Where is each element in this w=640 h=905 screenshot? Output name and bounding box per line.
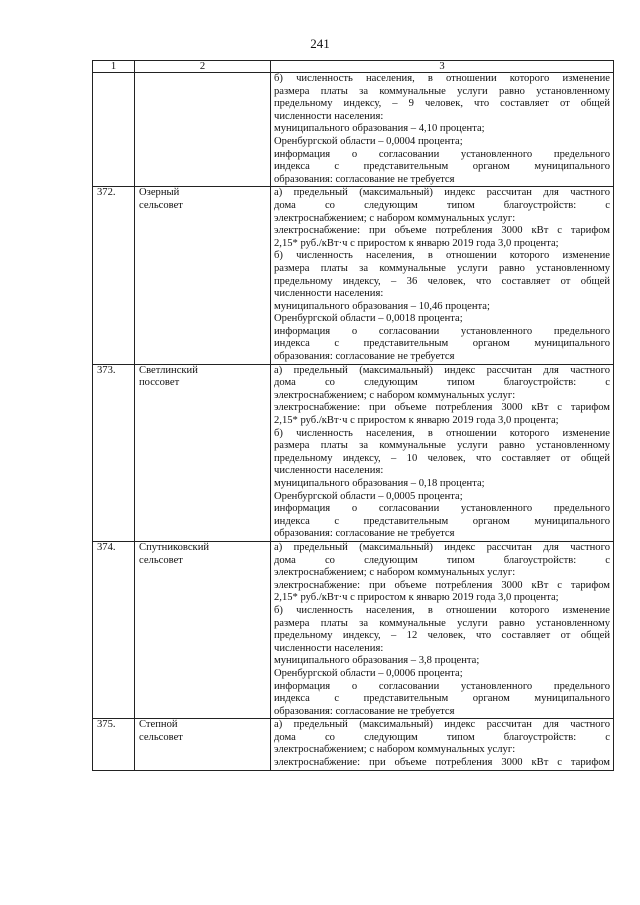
page-number: 241 — [310, 36, 330, 51]
municipality-name — [135, 364, 271, 541]
description-line: а) предельный (максимальный) индекс рассчитан для частного — [274, 364, 610, 376]
description-line: а) предельный (максимальный) индекс рассчитан для частного — [274, 187, 610, 199]
description-line: информация о согласовании установленного предельного — [274, 503, 610, 515]
row-number: 375. — [93, 719, 135, 770]
municipality-name-line: сельсовет — [139, 554, 183, 566]
description-line: муниципального образования – 3,8 процента; — [274, 655, 480, 667]
municipality-name — [135, 73, 271, 187]
description-line: численности населения: — [274, 110, 384, 122]
table-row — [93, 187, 614, 364]
description-line: муниципального образования – 0,18 процента; — [274, 478, 485, 489]
table-row — [93, 364, 614, 541]
description-line: дома со следующим типом благоустройств: с — [274, 731, 610, 743]
header-col-1: 1 — [93, 61, 135, 73]
description-line: индекса с представительным органом муниципального — [274, 515, 610, 527]
description-line: а) предельный (максимальный) индекс рассчитан для частного — [274, 541, 610, 553]
description-line: размера платы за коммунальные услуги равно установленному — [274, 85, 610, 97]
row-number: 372. — [93, 187, 135, 364]
description-line: б) численность населения, в отношении которого изменение — [274, 73, 610, 84]
municipality-name — [135, 187, 271, 364]
description-line: электроснабжением; с набором коммунальных услуг: — [274, 744, 516, 756]
index-description — [271, 73, 614, 187]
table-row — [93, 541, 614, 718]
municipality-name-line: сельсовет — [139, 199, 183, 211]
description-line: образования: согласование не требуется — [274, 351, 455, 363]
description-line: дома со следующим типом благоустройств: с — [274, 554, 610, 566]
description-line: дома со следующим типом благоустройств: с — [274, 199, 610, 211]
description-line: размера платы за коммунальные услуги равно установленному — [274, 440, 610, 452]
description-line: информация о согласовании установленного предельного — [274, 148, 610, 160]
header-col-3: 3 — [271, 61, 614, 73]
description-line: электроснабжение: при объеме потребления 3000 кВт с тарифом — [274, 402, 610, 414]
description-line: размера платы за коммунальные услуги равно установленному — [274, 262, 610, 274]
row-number: 374. — [93, 541, 135, 718]
description-line: образования: согласование не требуется — [274, 173, 455, 185]
description-line: а) предельный (максимальный) индекс рассчитан для частного — [274, 719, 610, 731]
municipality-name-line: поссовет — [139, 377, 180, 389]
description-line: муниципального образования – 4,10 процента; — [274, 123, 485, 135]
row-number — [93, 73, 135, 187]
description-line: индекса с представительным органом муниципального — [274, 338, 610, 350]
description-line: индекса с представительным органом муниципального — [274, 161, 610, 173]
description-line: 2,15* руб./кВт·ч с приростом к январю 2019 года 3,0 процента; — [274, 415, 559, 427]
table-body — [93, 61, 614, 771]
description-line: предельному индексу, – 36 человек, что составляет от общей — [274, 275, 610, 287]
municipality-name-line: Озерный — [139, 187, 180, 199]
tariff-index-table — [92, 60, 614, 771]
municipality-name — [135, 719, 271, 770]
table-header-row — [93, 61, 614, 73]
table-row — [93, 719, 614, 770]
description-line: 2,15* руб./кВт·ч с приростом к январю 2019 года 3,0 процента; — [274, 237, 559, 249]
description-line: б) численность населения, в отношении которого изменение — [274, 250, 610, 262]
description-line: Оренбургской области – 0,0018 процента; — [274, 313, 463, 325]
header-col-2: 2 — [135, 61, 271, 73]
index-description — [271, 719, 614, 770]
municipality-name-line: Спутниковский — [139, 541, 210, 553]
index-description — [271, 187, 614, 364]
description-line: численности населения: — [274, 288, 384, 300]
description-line: предельному индексу, – 10 человек, что составляет от общей — [274, 452, 610, 464]
description-line: электроснабжением; с набором коммунальных услуг: — [274, 389, 516, 401]
description-line: Оренбургской области – 0,0006 процента; — [274, 667, 463, 679]
row-number: 373. — [93, 364, 135, 541]
municipality-name-line: Степной — [139, 719, 178, 731]
description-line: размера платы за коммунальные услуги равно установленному — [274, 617, 610, 629]
description-line: электроснабжением; с набором коммунальных услуг: — [274, 567, 516, 579]
description-line: индекса с представительным органом муниципального — [274, 693, 610, 705]
description-line: информация о согласовании установленного предельного — [274, 680, 610, 692]
description-line: электроснабжение: при объеме потребления 3000 кВт с тарифом — [274, 225, 610, 237]
description-line: образования: согласование не требуется — [274, 705, 455, 717]
description-line: численности населения: — [274, 642, 384, 654]
description-line: дома со следующим типом благоустройств: с — [274, 377, 610, 389]
description-line: электроснабжение: при объеме потребления 3000 кВт с тарифом — [274, 579, 610, 591]
table-row — [93, 73, 614, 187]
description-line: информация о согласовании установленного предельного — [274, 325, 610, 337]
description-line: Оренбургской области – 0,0004 процента; — [274, 135, 463, 147]
description-line: б) численность населения, в отношении которого изменение — [274, 604, 610, 616]
description-line: предельному индексу, – 12 человек, что составляет от общей — [274, 630, 610, 642]
description-line: муниципального образования – 10,46 процента; — [274, 300, 490, 312]
description-line: численности населения: — [274, 465, 384, 477]
description-line: Оренбургской области – 0,0005 процента; — [274, 490, 463, 502]
index-description — [271, 541, 614, 718]
municipality-name-line: Светлинский — [139, 364, 198, 376]
description-line: б) численность населения, в отношении которого изменение — [274, 427, 610, 439]
description-line: предельному индексу, – 9 человек, что составляет от общей — [274, 98, 610, 110]
index-description — [271, 364, 614, 541]
description-line: 2,15* руб./кВт·ч с приростом к январю 2019 года 3,0 процента; — [274, 592, 559, 604]
description-line: образования: согласование не требуется — [274, 528, 455, 540]
municipality-name-line: сельсовет — [139, 731, 183, 743]
municipality-name — [135, 541, 271, 718]
description-line: электроснабжением; с набором коммунальных услуг: — [274, 212, 516, 224]
description-line: электроснабжение: при объеме потребления 3000 кВт с тарифом — [274, 757, 610, 769]
